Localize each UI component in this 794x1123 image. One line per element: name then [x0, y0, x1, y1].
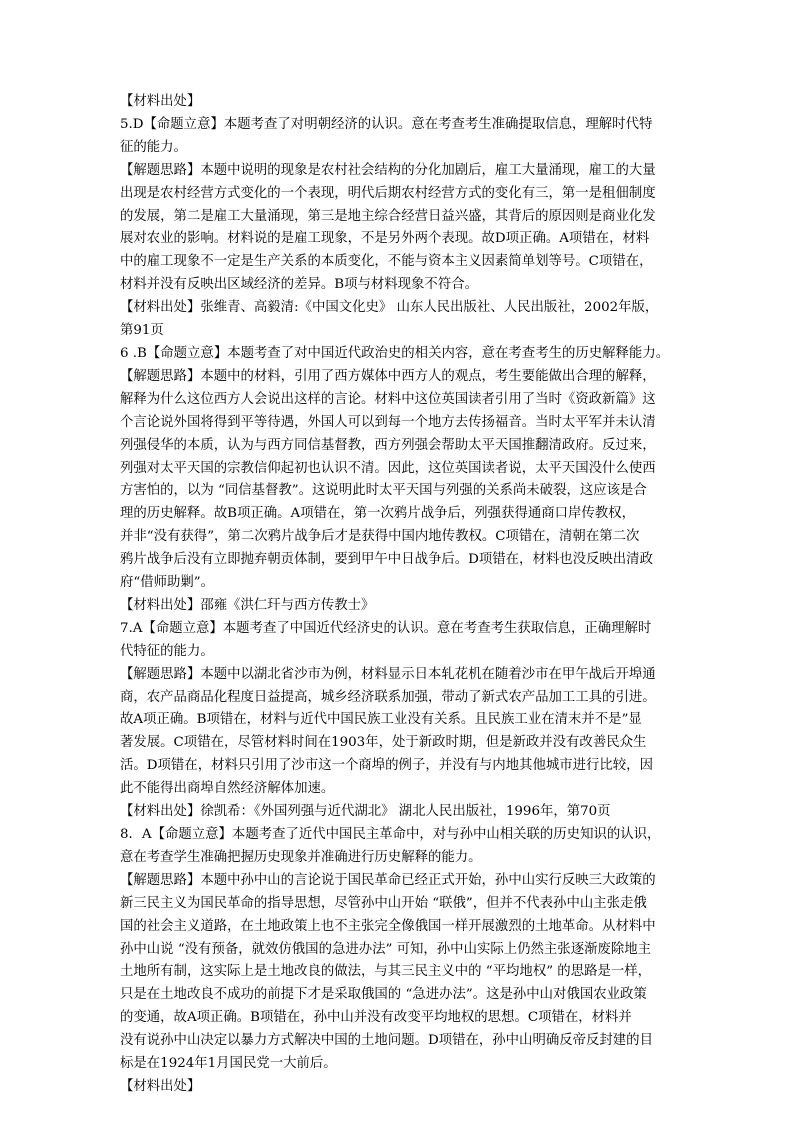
text-line: 【材料出处】张维青、高毅清:《中国文化史》 山东人民出版社、人民出版社，2002年版， — [120, 300, 659, 316]
text-line: 鸦片战争后没有立即抛弃朝贡体制，要到甲午中日战争后。D项错在，材料也没反映出清政 — [120, 552, 653, 568]
text-line: 8．A【命题立意】本题考查了近代中国民主革命中，对与孙中山相关联的历史知识的认识， — [120, 827, 661, 842]
text-line: 解释为什么这位西方人会说出这样的言论。材料中这位英国读者引用了当时《资政新篇》这 — [120, 391, 656, 407]
text-line: 意在考查学生准确把握历史现象并准确进行历史解释的能力。 — [120, 849, 482, 865]
text-line: 活。D项错在，材料只引用了沙市这一个商埠的例子，并没有与内地其他城市进行比较，因 — [120, 758, 653, 774]
text-line: 【解题思路】本题中孙中山的言论说于国民革命已经正式开始，孙中山实行反映三大政策的 — [120, 872, 656, 888]
text-line: 展对农业的影响。材料说的是雇工现象，不是另外两个表现。故D项正确。A项错在，材料 — [120, 231, 650, 247]
text-line: 征的能力。 — [120, 139, 187, 155]
text-line: 商，农产品商品化程度日益提高，城乡经济联系加强，带动了新式农产品加工工具的引进。 — [120, 689, 656, 705]
text-line: 【材料出处】 — [120, 1078, 201, 1094]
text-line: 6 .B【命题立意】本题考查了对中国近代政治史的相关内容，意在考查考生的历史解释能力。 — [120, 345, 670, 361]
text-line: 的变通，故A项正确。B项错在，孙中山并没有改变平均地权的思想。C项错在，材料并 — [120, 1010, 632, 1026]
text-line: 【解题思路】本题中以湖北省沙市为例，材料显示日本轧花机在随着沙市在甲午战后开埠通 — [120, 666, 656, 682]
text-line: 【解题思路】本题中的材料，引用了西方媒体中西方人的观点，考生要能做出合理的解释， — [120, 368, 656, 384]
text-line: 代特征的能力。 — [120, 643, 214, 659]
text-line: 方害怕的，以为 “同信基督教”。这说明此时太平天国与列强的关系尚未破裂，这应该是合 — [120, 483, 647, 499]
document-body — [120, 91, 683, 1099]
text-line: 列强对太平天国的宗教信仰起初也认识不清。因此，这位英国读者说，太平天国没什么使西 — [120, 460, 656, 476]
text-line: 标是在1924年1月国民党一大前后。 — [120, 1056, 337, 1072]
text-line: 国的社会主义道路，在土地政策上也不主张完全像俄国一样开展激烈的土地革命。从材料中 — [120, 918, 656, 934]
text-line: 孙中山说 “没有预备，就效仿俄国的急进办法” 可知，孙中山实际上仍然主张逐渐废除地主 — [120, 941, 652, 957]
text-line: 出现是农村经营方式变化的一个表现，明代后期农村经营方式的变化有三，第一是租佃制度 — [120, 185, 656, 201]
text-line: 中的雇工现象不一定是生产关系的本质变化，不能与资本主义因素简单划等号。C项错在， — [120, 254, 653, 270]
text-line: 材料并没有反映出区域经济的差异。B项与材料现象不符合。 — [120, 277, 478, 293]
text-line: 【解题思路】本题中说明的现象是农村社会结构的分化加剧后，雇工大量涌现，雇工的大量 — [120, 162, 656, 178]
text-line: 个言论说外国将得到平等待遇，外国人可以到每一个地方去传扬福音。当时太平军并未认清 — [120, 414, 656, 430]
text-line: 的发展，第二是雇工大量涌现，第三是地主综合经营日益兴盛，其背后的原因则是商业化发 — [120, 208, 656, 224]
text-line: 没有说孙中山决定以暴力方式解决中国的土地问题。D项错在，孙中山明确反帝反封建的目 — [120, 1033, 653, 1049]
text-line: 并非“没有获得”，第二次鸦片战争后才是获得中国内地传教权。C项错在，清朝在第二次 — [120, 529, 640, 545]
text-line: 第91页 — [120, 323, 164, 339]
text-line: 新三民主义为国民革命的指导思想，尽管孙中山开始 “联俄”，但并不代表孙中山主张走俄 — [120, 895, 647, 911]
text-line: 列强侵华的本质，认为与西方同信基督教，西方列强会帮助太平天国推翻清政府。反过来， — [120, 437, 656, 453]
text-line: 理的历史解释。故B项正确。A项错在，第一次鸦片战争后，列强获得通商口岸传教权， — [120, 506, 635, 522]
text-line: 只是在土地改良不成功的前提下才是采取俄国的 “急进办法”。这是孙中山对俄国农业政策 — [120, 987, 647, 1003]
text-line: 7.A【命题立意】本题考查了中国近代经济史的认识。意在考查考生获取信息，正确理解时 — [120, 620, 652, 636]
text-line: 【材料出处】徐凯希：《外国列强与近代湖北》 湖北人民出版社，1996年，第70页 — [120, 804, 611, 820]
text-line: 故A项正确。B项错在，材料与近代中国民族工业没有关系。且民族工业在清末并不是”显 — [120, 712, 642, 728]
text-line: 著发展。C项错在，尽管材料时间在1903年，处于新政时期，但是新政并没有改善民众生 — [120, 735, 647, 751]
text-line: 5.D【命题立意】本题考查了对明朝经济的认识。意在考查考生准确提取信息，理解时代特 — [120, 116, 653, 132]
text-line: 【材料出处】 — [120, 94, 201, 109]
text-line: 府“借师助剿”。 — [120, 575, 215, 591]
text-line: 【材料出处】邵雍《洪仁玕与西方传教士》 — [120, 597, 375, 613]
text-line: 此不能得出商埠自然经济解体加速。 — [120, 781, 335, 797]
text-line: 土地所有制，这实际上是土地改良的做法，与其三民主义中的 “平均地权” 的思路是一样， — [120, 964, 652, 980]
